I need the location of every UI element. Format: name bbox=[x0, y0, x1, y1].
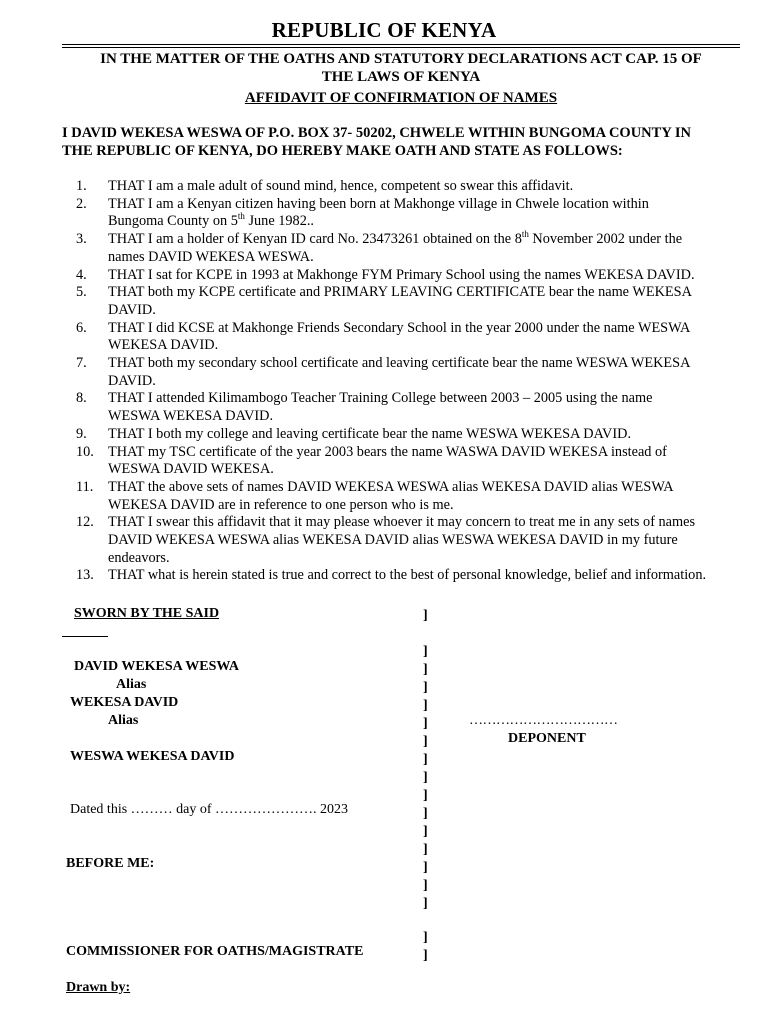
ordinal-suffix: th bbox=[237, 211, 245, 222]
item-text: WEKESA DAVID are in reference to one person who is me. bbox=[108, 496, 454, 513]
affidavit-heading: AFFIDAVIT OF CONFIRMATION OF NAMES bbox=[244, 90, 558, 106]
intro-line2: THE REPUBLIC OF KENYA, DO HEREBY MAKE OATH AND STATE AS FOLLOWS: bbox=[62, 143, 623, 159]
item-text: THAT I am a Kenyan citizen having been born at Makhonge village in Chwele location within bbox=[108, 195, 649, 212]
list-item bbox=[62, 284, 748, 319]
sworn-by-underline bbox=[62, 636, 108, 637]
list-item bbox=[62, 567, 748, 585]
item-number: 1. bbox=[76, 178, 87, 194]
bracket: ] bbox=[423, 644, 428, 659]
bracket: ] bbox=[423, 770, 428, 785]
bracket: ] bbox=[423, 608, 428, 623]
item-text: DAVID WEKESA WESWA alias WEKESA DAVID alias WESWA WEKESA DAVID in my future bbox=[108, 532, 678, 549]
item-number: 7. bbox=[76, 355, 87, 372]
deponent-label: DEPONENT bbox=[508, 731, 586, 746]
bracket: ] bbox=[423, 930, 428, 945]
bracket: ] bbox=[423, 878, 428, 893]
item-text: THAT I attended Kilimambogo Teacher Training College between 2003 – 2005 using the name bbox=[108, 390, 653, 407]
title-rule-bottom bbox=[62, 47, 740, 48]
item-number: 12. bbox=[76, 514, 94, 531]
item-number: 3. bbox=[76, 231, 87, 248]
bracket: ] bbox=[423, 752, 428, 767]
bracket: ] bbox=[423, 788, 428, 803]
bracket: ] bbox=[423, 680, 428, 695]
matter-heading-line1: IN THE MATTER OF THE OATHS AND STATUTORY DECLARATIONS ACT CAP. 15 OF bbox=[100, 51, 702, 67]
item-text: THAT what is herein stated is true and correct to the best of personal knowledge, belief and information. bbox=[108, 567, 707, 584]
deponent-name-1: DAVID WEKESA WESWA bbox=[74, 659, 239, 674]
title-rule-top bbox=[62, 44, 740, 45]
item-text: DAVID. bbox=[108, 301, 156, 318]
list-item bbox=[62, 355, 748, 390]
item-text: WESWA WEKESA DAVID. bbox=[108, 408, 274, 425]
bracket: ] bbox=[423, 824, 428, 839]
item-text: November 2002 under the bbox=[528, 231, 683, 248]
list-item bbox=[62, 320, 748, 355]
document-title: REPUBLIC OF KENYA bbox=[271, 18, 497, 42]
bracket: ] bbox=[423, 806, 428, 821]
item-text: THAT my TSC certificate of the year 2003 bears the name WASWA DAVID WEKESA instead of bbox=[108, 443, 667, 460]
item-text: WEKESA DAVID. bbox=[108, 337, 219, 354]
bracket: ] bbox=[423, 734, 428, 749]
item-text: endeavors. bbox=[108, 549, 170, 566]
bracket: ] bbox=[423, 948, 428, 963]
list-item bbox=[62, 479, 748, 514]
alias-label-1: Alias bbox=[116, 677, 147, 692]
bracket: ] bbox=[423, 698, 428, 713]
item-text: THAT the above sets of names DAVID WEKESA WESWA alias WEKESA DAVID alias WESWA bbox=[108, 478, 674, 495]
deponent-signature-line: …………………………… bbox=[469, 713, 618, 728]
item-text: THAT both my secondary school certificate and leaving certificate bear the name WESWA WEKESA bbox=[108, 355, 691, 372]
item-number: 5. bbox=[76, 284, 87, 301]
intro-line1: I DAVID WEKESA WESWA OF P.O. BOX 37- 50202, CHWELE WITHIN BUNGOMA COUNTY IN bbox=[62, 125, 691, 141]
item-text: Bungoma County on 5 bbox=[108, 213, 238, 230]
dated-line: Dated this ……… day of …………………. 2023 bbox=[70, 802, 349, 817]
item-number: 11. bbox=[76, 478, 94, 495]
list-item bbox=[62, 231, 748, 266]
item-number: 6. bbox=[76, 319, 87, 336]
item-number: 10. bbox=[76, 443, 94, 460]
ordinal-suffix: th bbox=[521, 229, 529, 240]
item-text: June 1982.. bbox=[244, 213, 314, 230]
bracket: ] bbox=[423, 842, 428, 857]
deponent-name-2: WEKESA DAVID bbox=[70, 695, 179, 710]
bracket: ] bbox=[423, 716, 428, 731]
commissioner-label: COMMISSIONER FOR OATHS/MAGISTRATE bbox=[66, 944, 364, 959]
item-text: THAT I sat for KCPE in 1993 at Makhonge FYM Primary School using the names WEKESA DAVID. bbox=[108, 266, 695, 283]
bracket: ] bbox=[423, 860, 428, 875]
bracket: ] bbox=[423, 896, 428, 911]
item-text: DAVID. bbox=[108, 372, 156, 389]
item-text: WESWA DAVID WEKESA. bbox=[108, 461, 274, 478]
list-item bbox=[62, 178, 748, 196]
list-item bbox=[62, 514, 748, 567]
list-item bbox=[62, 196, 748, 231]
item-text: THAT I did KCSE at Makhonge Friends Secondary School in the year 2000 under the name WESWA bbox=[108, 319, 691, 336]
matter-heading-line2: THE LAWS OF KENYA bbox=[321, 69, 481, 85]
sworn-by-label: SWORN BY THE SAID bbox=[74, 606, 220, 621]
item-text: THAT I swear this affidavit that it may please whoever it may concern to treat me in any sets of names bbox=[108, 514, 696, 531]
item-text: THAT I am a male adult of sound mind, hence, competent so swear this affidavit. bbox=[108, 178, 574, 194]
statement-list bbox=[62, 178, 748, 585]
deponent-name-3: WESWA WEKESA DAVID bbox=[70, 749, 235, 764]
bracket: ] bbox=[423, 662, 428, 677]
item-text: THAT both my KCPE certificate and PRIMARY LEAVING CERTIFICATE bear the name WEKESA bbox=[108, 284, 692, 301]
item-number: 13. bbox=[76, 567, 94, 584]
list-item bbox=[62, 267, 748, 285]
alias-label-2: Alias bbox=[108, 713, 139, 728]
item-text: THAT I both my college and leaving certificate bear the name WESWA WEKESA DAVID. bbox=[108, 425, 632, 442]
list-item bbox=[62, 444, 748, 479]
item-number: 2. bbox=[76, 195, 87, 212]
list-item bbox=[62, 426, 748, 444]
item-text: THAT I am a holder of Kenyan ID card No. 23473261 obtained on the 8 bbox=[108, 231, 522, 248]
list-item bbox=[62, 390, 748, 425]
drawn-by-label: Drawn by: bbox=[66, 980, 131, 995]
before-me-label: BEFORE ME: bbox=[66, 856, 155, 871]
item-number: 8. bbox=[76, 390, 87, 407]
item-text: names DAVID WEKESA WESWA. bbox=[108, 248, 314, 265]
item-number: 4. bbox=[76, 266, 87, 283]
item-number: 9. bbox=[76, 425, 87, 442]
